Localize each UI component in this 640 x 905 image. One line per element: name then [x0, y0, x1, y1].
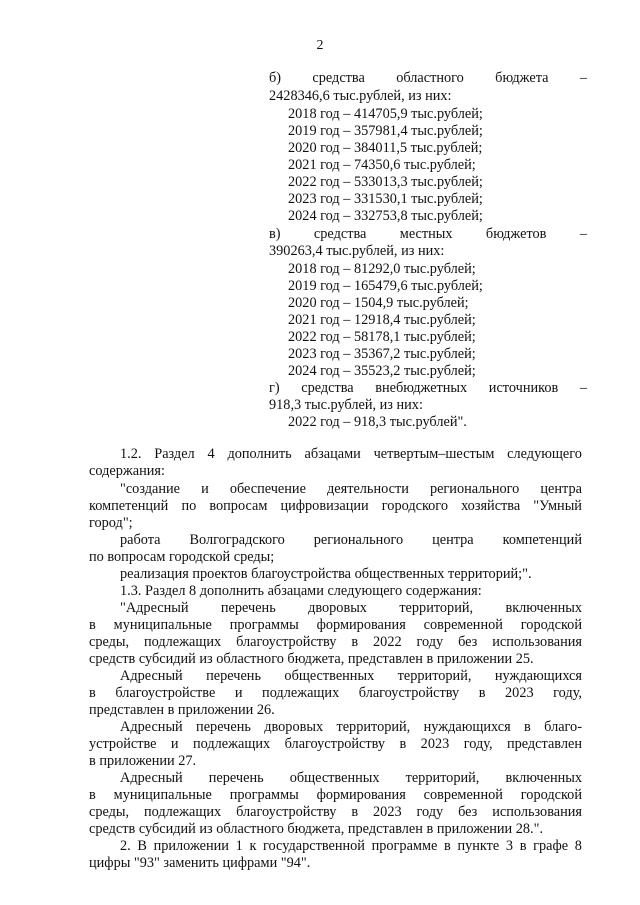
word: Волгоградского — [189, 532, 285, 548]
word: – — [579, 226, 587, 242]
word: 4 — [207, 446, 215, 462]
word: г) — [269, 380, 280, 396]
paragraph-line — [120, 719, 582, 736]
paragraph-line: представлен в приложении 26. — [89, 702, 275, 718]
page-number: 2 — [316, 38, 324, 53]
word: – — [579, 380, 587, 396]
local-budget-heading — [269, 226, 587, 243]
local-year-line: 2019 год – 165479,6 тыс.рублей; — [288, 278, 483, 294]
word: формирования — [316, 787, 406, 803]
extra-year-line: 2022 год – 918,3 тыс.рублей". — [288, 414, 467, 430]
word: цифровизации — [280, 498, 369, 514]
word: Адресный — [120, 668, 183, 684]
word: без — [458, 634, 478, 650]
word: в — [444, 838, 451, 854]
local-year-line: 2023 год – 35367,2 тыс.рублей; — [288, 346, 476, 362]
word: 2. — [120, 838, 131, 854]
word: перечень — [220, 600, 276, 616]
word: 1.2. — [120, 446, 142, 462]
word: году, — [553, 685, 582, 701]
word: абзацами — [304, 446, 361, 462]
word: благоустройству — [284, 736, 386, 752]
word: представлен — [506, 736, 582, 752]
local-year-line: 2020 год – 1504,9 тыс.рублей; — [288, 295, 469, 311]
word: компетенций — [502, 532, 582, 548]
word: благоустройству — [358, 685, 460, 701]
word: общественных — [289, 770, 380, 786]
word: дворовых — [264, 719, 324, 735]
word: государственной — [263, 838, 365, 854]
word: благоустройству — [236, 804, 337, 820]
local-budget-total: 390263,4 тыс.рублей, из них: — [269, 243, 445, 259]
word: следующего — [507, 446, 582, 462]
word: работа — [120, 532, 161, 548]
word: "создание — [120, 481, 180, 497]
word: нуждающихся — [494, 668, 582, 684]
word: программы — [229, 787, 299, 803]
paragraph-line — [120, 600, 582, 617]
paragraph-line — [89, 804, 582, 821]
section-1-3-line: 1.3. Раздел 8 дополнить абзацами следующего содержания: — [120, 583, 482, 599]
word: бюджета — [495, 70, 549, 86]
word: перечень — [206, 668, 261, 684]
word: графе — [533, 838, 569, 854]
word: муниципальные — [113, 787, 212, 803]
paragraph-line: в приложении 27. — [89, 753, 197, 769]
word: программы — [229, 617, 299, 633]
paragraph-line — [120, 668, 582, 685]
word: регионального — [313, 532, 404, 548]
regional-year-line: 2022 год – 533013,3 тыс.рублей; — [288, 174, 483, 190]
word: без — [458, 804, 478, 820]
word: в — [519, 838, 527, 854]
word: перечень — [208, 770, 264, 786]
paragraph-line: средств субсидий из областного бюджета, представлен в приложении 25. — [89, 651, 534, 667]
word: территорий, — [397, 668, 472, 684]
word: средства — [301, 380, 354, 396]
paragraph-line — [89, 787, 582, 804]
word: подлежащих — [144, 634, 222, 650]
paragraph-line — [89, 736, 582, 753]
word: территорий, — [405, 770, 480, 786]
word: использования — [492, 804, 582, 820]
section-2-line: цифры "93" заменить цифрами "94". — [89, 855, 311, 871]
section-2-line — [120, 838, 582, 855]
word: деятельности — [327, 481, 409, 497]
word: пункте — [457, 838, 500, 854]
word: 1 — [235, 838, 243, 854]
word: областного — [396, 70, 464, 86]
local-year-line: 2022 год – 58178,1 тыс.рублей; — [288, 329, 476, 345]
word: хозяйства — [461, 498, 521, 514]
regional-year-line: 2024 год – 332753,8 тыс.рублей; — [288, 208, 483, 224]
word: местных — [399, 226, 453, 242]
word: в — [89, 617, 96, 633]
word: подлежащих — [144, 804, 222, 820]
word: дворовых — [308, 600, 367, 616]
word: Адресный — [120, 770, 183, 786]
word: в — [89, 685, 96, 701]
word: перечень — [196, 719, 251, 735]
word: 2022 — [373, 634, 402, 650]
word: в — [524, 719, 531, 735]
section-1-2-line — [120, 446, 582, 463]
paragraph-line — [89, 617, 582, 634]
word: регионального — [429, 481, 520, 497]
paragraph-line — [89, 634, 582, 651]
word: в — [399, 736, 407, 752]
word: приложении — [153, 838, 229, 854]
word: включенных — [505, 600, 582, 616]
word: городской — [520, 787, 582, 803]
word: "Адресный — [120, 600, 189, 616]
word: компетенций — [89, 498, 169, 514]
word: в) — [269, 226, 281, 242]
word: современной — [423, 617, 503, 633]
word: В — [137, 838, 147, 854]
word: дополнить — [227, 446, 292, 462]
paragraph-line — [89, 685, 582, 702]
word: центра — [540, 481, 582, 497]
regional-budget-heading — [269, 70, 587, 87]
word: включенных — [505, 770, 582, 786]
quote-line: по вопросам городской среды; — [89, 549, 275, 565]
word: году — [416, 634, 444, 650]
word: в — [351, 804, 359, 820]
word: территорий, — [399, 600, 474, 616]
word: в — [478, 685, 486, 701]
word: городской — [520, 617, 582, 633]
word: году — [416, 804, 444, 820]
word: муниципальные — [113, 617, 212, 633]
section-1-2-line: содержания: — [89, 463, 165, 479]
word: – — [579, 70, 587, 86]
quote-line — [89, 498, 582, 515]
word: средства — [312, 70, 365, 86]
word: и — [201, 481, 209, 497]
word: среды, — [89, 804, 130, 820]
word: современной — [423, 787, 503, 803]
word: к — [249, 838, 257, 854]
word: и — [234, 685, 243, 701]
quote-line: город"; — [89, 515, 133, 531]
word: использования — [492, 634, 582, 650]
regional-year-line: 2021 год – 74350,6 тыс.рублей; — [288, 157, 476, 173]
extra-budget-total: 918,3 тыс.рублей, из них: — [269, 397, 423, 413]
word: б) — [269, 70, 282, 86]
local-year-line: 2021 год – 12918,4 тыс.рублей; — [288, 312, 476, 328]
word: бюджетов — [485, 226, 547, 242]
word: источников — [488, 380, 559, 396]
word: устройстве — [89, 736, 157, 752]
word: 2023 — [505, 685, 534, 701]
word: программе — [371, 838, 438, 854]
paragraph-line — [120, 770, 582, 787]
quote-line — [120, 532, 582, 549]
word: "Умный — [533, 498, 582, 514]
word: внебюджетных — [375, 380, 468, 396]
word: нуждающихся — [423, 719, 511, 735]
word: 8 — [574, 838, 582, 854]
regional-budget-total: 2428346,6 тыс.рублей, из них: — [269, 88, 452, 104]
regional-year-line: 2019 год – 357981,4 тыс.рублей; — [288, 123, 483, 139]
regional-year-line: 2020 год – 384011,5 тыс.рублей; — [288, 140, 483, 156]
word: центра — [432, 532, 474, 548]
word: городского — [381, 498, 448, 514]
local-year-line: 2024 год – 35523,2 тыс.рублей; — [288, 363, 476, 379]
quote-line — [120, 481, 582, 498]
word: году, — [463, 736, 493, 752]
regional-year-line: 2023 год – 331530,1 тыс.рублей; — [288, 191, 483, 207]
word: 3 — [505, 838, 514, 854]
word: благо- — [544, 719, 582, 735]
word: Раздел — [154, 446, 195, 462]
word: территорий, — [336, 719, 411, 735]
word: и — [170, 736, 179, 752]
word: 2023 — [420, 736, 450, 752]
extra-budget-heading — [269, 380, 587, 397]
word: благоустройстве — [115, 685, 216, 701]
word: формирования — [316, 617, 406, 633]
quote-line: реализация проектов благоустройства общественных территорий;". — [120, 566, 532, 582]
word: подлежащих — [193, 736, 271, 752]
regional-year-line: 2018 год – 414705,9 тыс.рублей; — [288, 106, 483, 122]
word: обеспечение — [229, 481, 306, 497]
word: общественных — [284, 668, 375, 684]
word: благоустройству — [236, 634, 337, 650]
word: четвертым–шестым — [373, 446, 495, 462]
word: Адресный — [120, 719, 183, 735]
word: средства — [313, 226, 367, 242]
word: вопросам — [209, 498, 268, 514]
word: по — [181, 498, 197, 514]
word: 2023 — [373, 804, 402, 820]
word: в — [351, 634, 359, 650]
word: среды, — [89, 634, 130, 650]
word: в — [89, 787, 96, 803]
word: подлежащих — [262, 685, 340, 701]
local-year-line: 2018 год – 81292,0 тыс.рублей; — [288, 261, 476, 277]
paragraph-line: средств субсидий из областного бюджета, представлен в приложении 28.". — [89, 821, 544, 837]
